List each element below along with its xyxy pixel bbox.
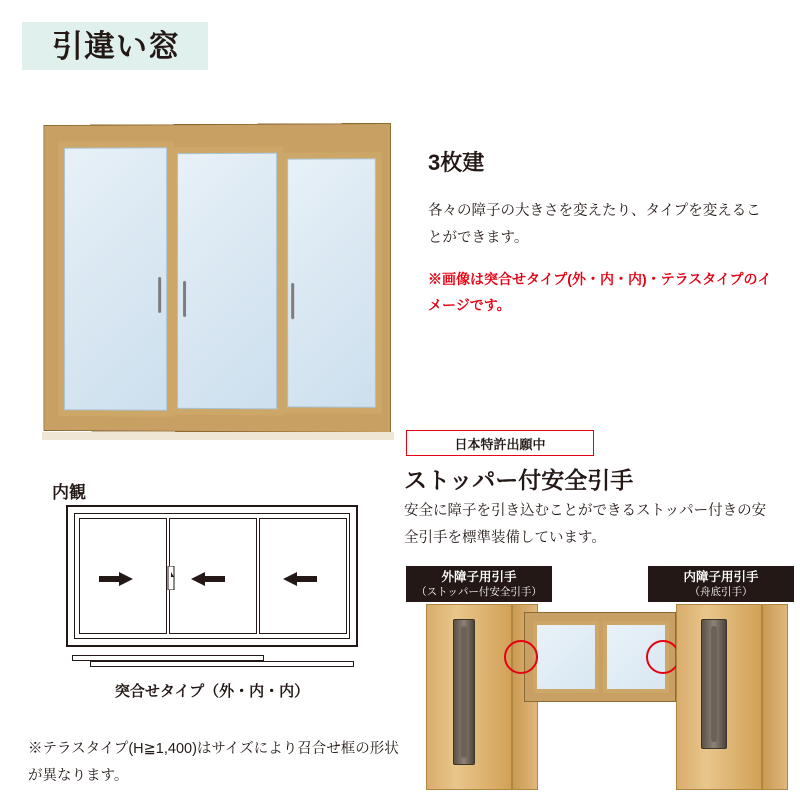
highlight-circle-right — [646, 640, 680, 674]
pane-handle-right — [291, 283, 294, 319]
handle-grip-outer — [461, 626, 467, 758]
handle-tag-inner-sub: （舟底引手） — [689, 585, 753, 598]
door-edge-inner — [762, 604, 788, 790]
highlight-circle-left — [504, 640, 538, 674]
window-pane-right — [281, 152, 382, 414]
interior-sill — [72, 655, 354, 669]
page-title: 引違い窓 — [52, 29, 180, 64]
interior-caption: 突合せタイプ（外・内・内） — [114, 683, 310, 700]
stopper-section-body: 安全に障子を引き込むことができるストッパー付きの安全引手を標準装備しています。 — [404, 503, 767, 546]
handle-tag-outer — [406, 566, 552, 602]
interior-diagram-inner — [74, 513, 350, 639]
lock-handle-icon — [167, 566, 175, 590]
main-section-body: 各々の障子の大きさを変えたり、タイプを変えることができます。 — [428, 203, 761, 246]
window-pane-left — [58, 141, 173, 417]
interior-footnote: ※テラスタイプ(H≧1,400)はサイズにより召合せ框の形状が異なります。 — [28, 741, 399, 784]
interior-label: 内観 — [52, 483, 86, 502]
pane-handle-center — [183, 281, 186, 317]
handle-tag-outer-name: 外障子用引手 — [441, 569, 517, 584]
stopper-section-title: ストッパー付安全引手 — [404, 467, 634, 493]
window-base-shadow — [42, 432, 394, 440]
main-section-title: 3枚建 — [428, 150, 485, 175]
handle-grip-inner — [711, 626, 717, 742]
window-outer-frame — [43, 123, 391, 433]
window-pane-center — [171, 147, 283, 416]
window-illustration — [38, 118, 398, 438]
main-section-note: ※画像は突合せタイプ(外・内・内)・テラスタイプのイメージです。 — [428, 271, 772, 313]
handle-tag-outer-sub: （ストッパー付安全引手） — [416, 585, 542, 598]
interior-sill-bottom — [90, 661, 354, 667]
pane-handle-left — [158, 277, 161, 313]
arrow-left-icon-1 — [191, 572, 225, 586]
door-panel-outer — [426, 604, 512, 790]
door-panel-inner — [676, 604, 762, 790]
handle-slot-inner — [701, 619, 727, 749]
interior-diagram — [66, 505, 358, 647]
arrow-right-icon — [99, 572, 133, 586]
handle-position-pane-left — [533, 621, 599, 693]
handle-tag-inner-name: 内障子用引手 — [683, 569, 759, 584]
patent-badge: 日本特許出願中 — [406, 430, 594, 456]
arrow-left-icon-2 — [283, 572, 317, 586]
handle-slot-outer — [453, 619, 475, 765]
handle-tag-inner — [648, 566, 794, 602]
